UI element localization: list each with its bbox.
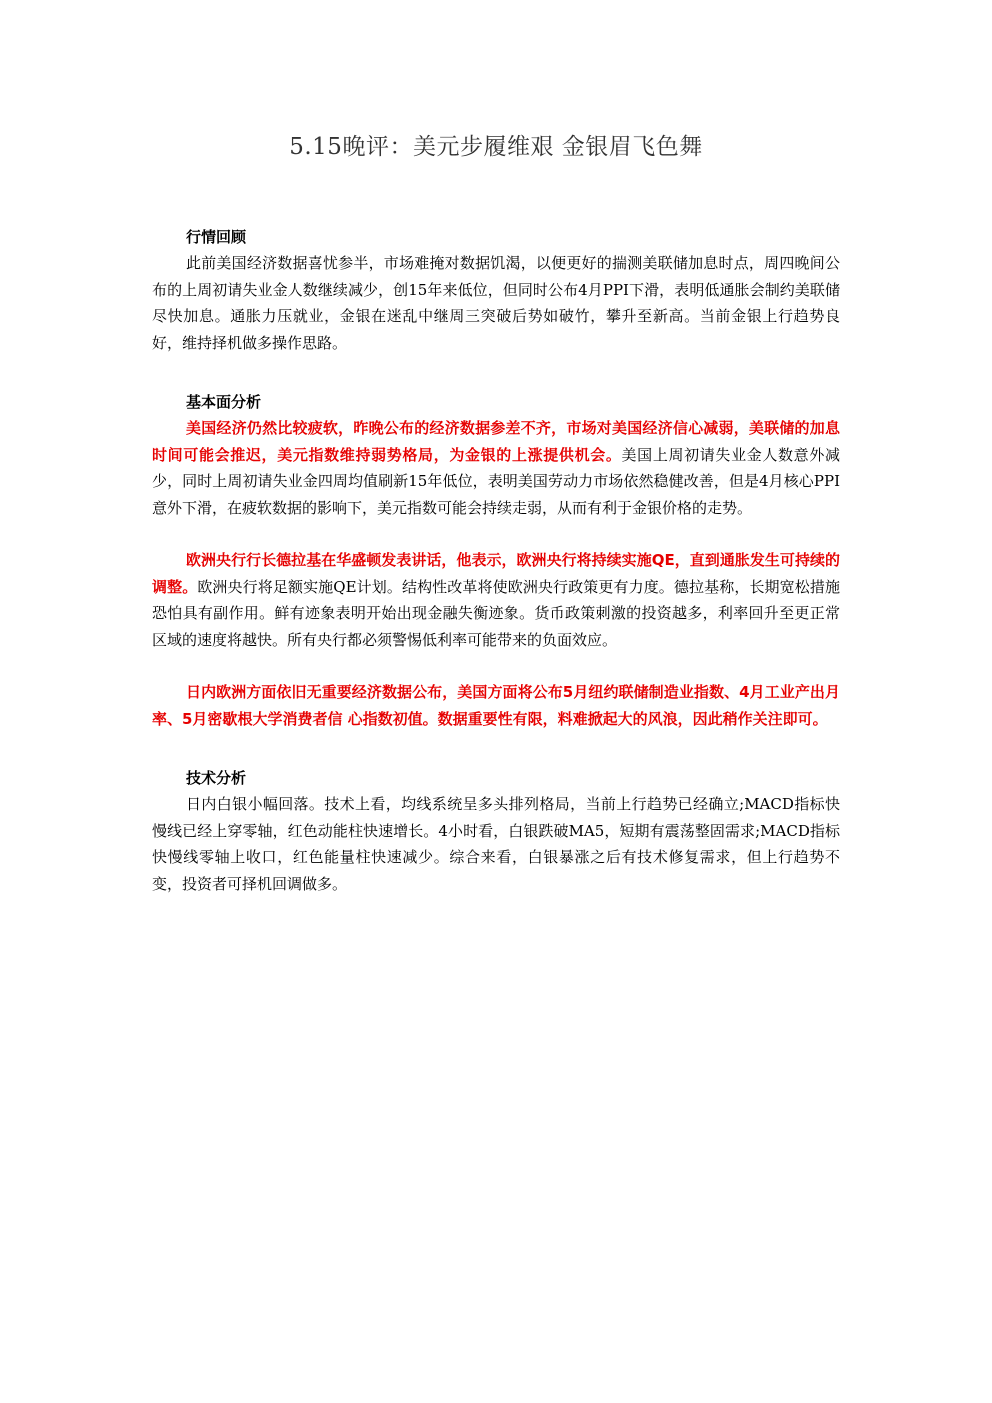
body-text: 欧洲央行将足额实施QE计划。结构性改革将使欧洲央行政策更有力度。德拉基称，长期宽松措施恐怕具有副作用。鲜有迹象表明开始出现金融失衡迹象。货币政策刺激的投资越多，利率回升至更正常区域的速度将越快。所有央行都必须警惕低利率可能带来的负面效应。	[152, 577, 840, 649]
highlight-text: 欧洲央行行长德拉基在华盛顿发表讲话，他表示，欧洲央行将持续实施QE，直到通胀发生可持续的调整。	[152, 551, 840, 596]
highlight-text: 美国经济仍然比较疲软，昨晚公布的经济数据参差不齐，市场对美国经济信心减弱，美联储的加息时间可能会推迟，美元指数维持弱势格局，为金银的上涨提供机会。	[152, 419, 840, 464]
section-heading-review: 行情回顾	[186, 228, 247, 246]
fundamental-paragraph-3	[152, 679, 840, 732]
section-heading-technical: 技术分析	[186, 769, 247, 787]
review-paragraph: 此前美国经济数据喜忧参半，市场难掩对数据饥渴，以便更好的揣测美联储加息时点，周四晚间公布的上周初请失业金人数继续减少，创15年来低位，但同时公布4月PPI下滑，表明低通胀会制约美联储尽快加息。通胀力压就业，金银在迷乱中继周三突破后势如破竹，攀升至新高。当前金银上行趋势良好，维持择机做多操作思路。	[152, 254, 840, 352]
section-heading-fundamental: 基本面分析	[186, 393, 262, 411]
body-text: 美国上周初请失业金人数意外减少，同时上周初请失业金四周均值刷新15年低位，表明美国劳动力市场依然稳健改善，但是4月核心PPI意外下滑，在疲软数据的影响下，美元指数可能会持续走弱，从而有利于金银价格的走势。	[152, 445, 840, 517]
document-body	[152, 224, 840, 897]
section-market-review	[152, 224, 840, 356]
spacer	[152, 356, 840, 389]
spacer	[152, 653, 840, 679]
spacer	[152, 732, 840, 765]
fundamental-paragraph-1	[152, 415, 840, 521]
section-technical-analysis	[152, 765, 840, 897]
section-fundamental-analysis	[152, 389, 840, 732]
highlight-text: 日内欧洲方面依旧无重要经济数据公布，美国方面将公布5月纽约联储制造业指数、4月工业产出月率、5月密歇根大学消费者信 心指数初值。数据重要性有限，料难掀起大的风浪，因此稍作关注即可。	[152, 683, 840, 728]
document-title: 5.15晚评：美元步履维艰 金银眉飞色舞	[289, 134, 703, 160]
technical-paragraph: 日内白银小幅回落。技术上看，均线系统呈多头排列格局，当前上行趋势已经确立;MACD指标快慢线已经上穿零轴，红色动能柱快速增长。4小时看，白银跌破MA5，短期有震荡整固需求;MACD指标快慢线零轴上收口，红色能量柱快速减少。综合来看，白银暴涨之后有技术修复需求，但上行趋势不变，投资者可择机回调做多。	[152, 795, 840, 893]
spacer	[152, 521, 840, 547]
fundamental-paragraph-2	[152, 547, 840, 653]
